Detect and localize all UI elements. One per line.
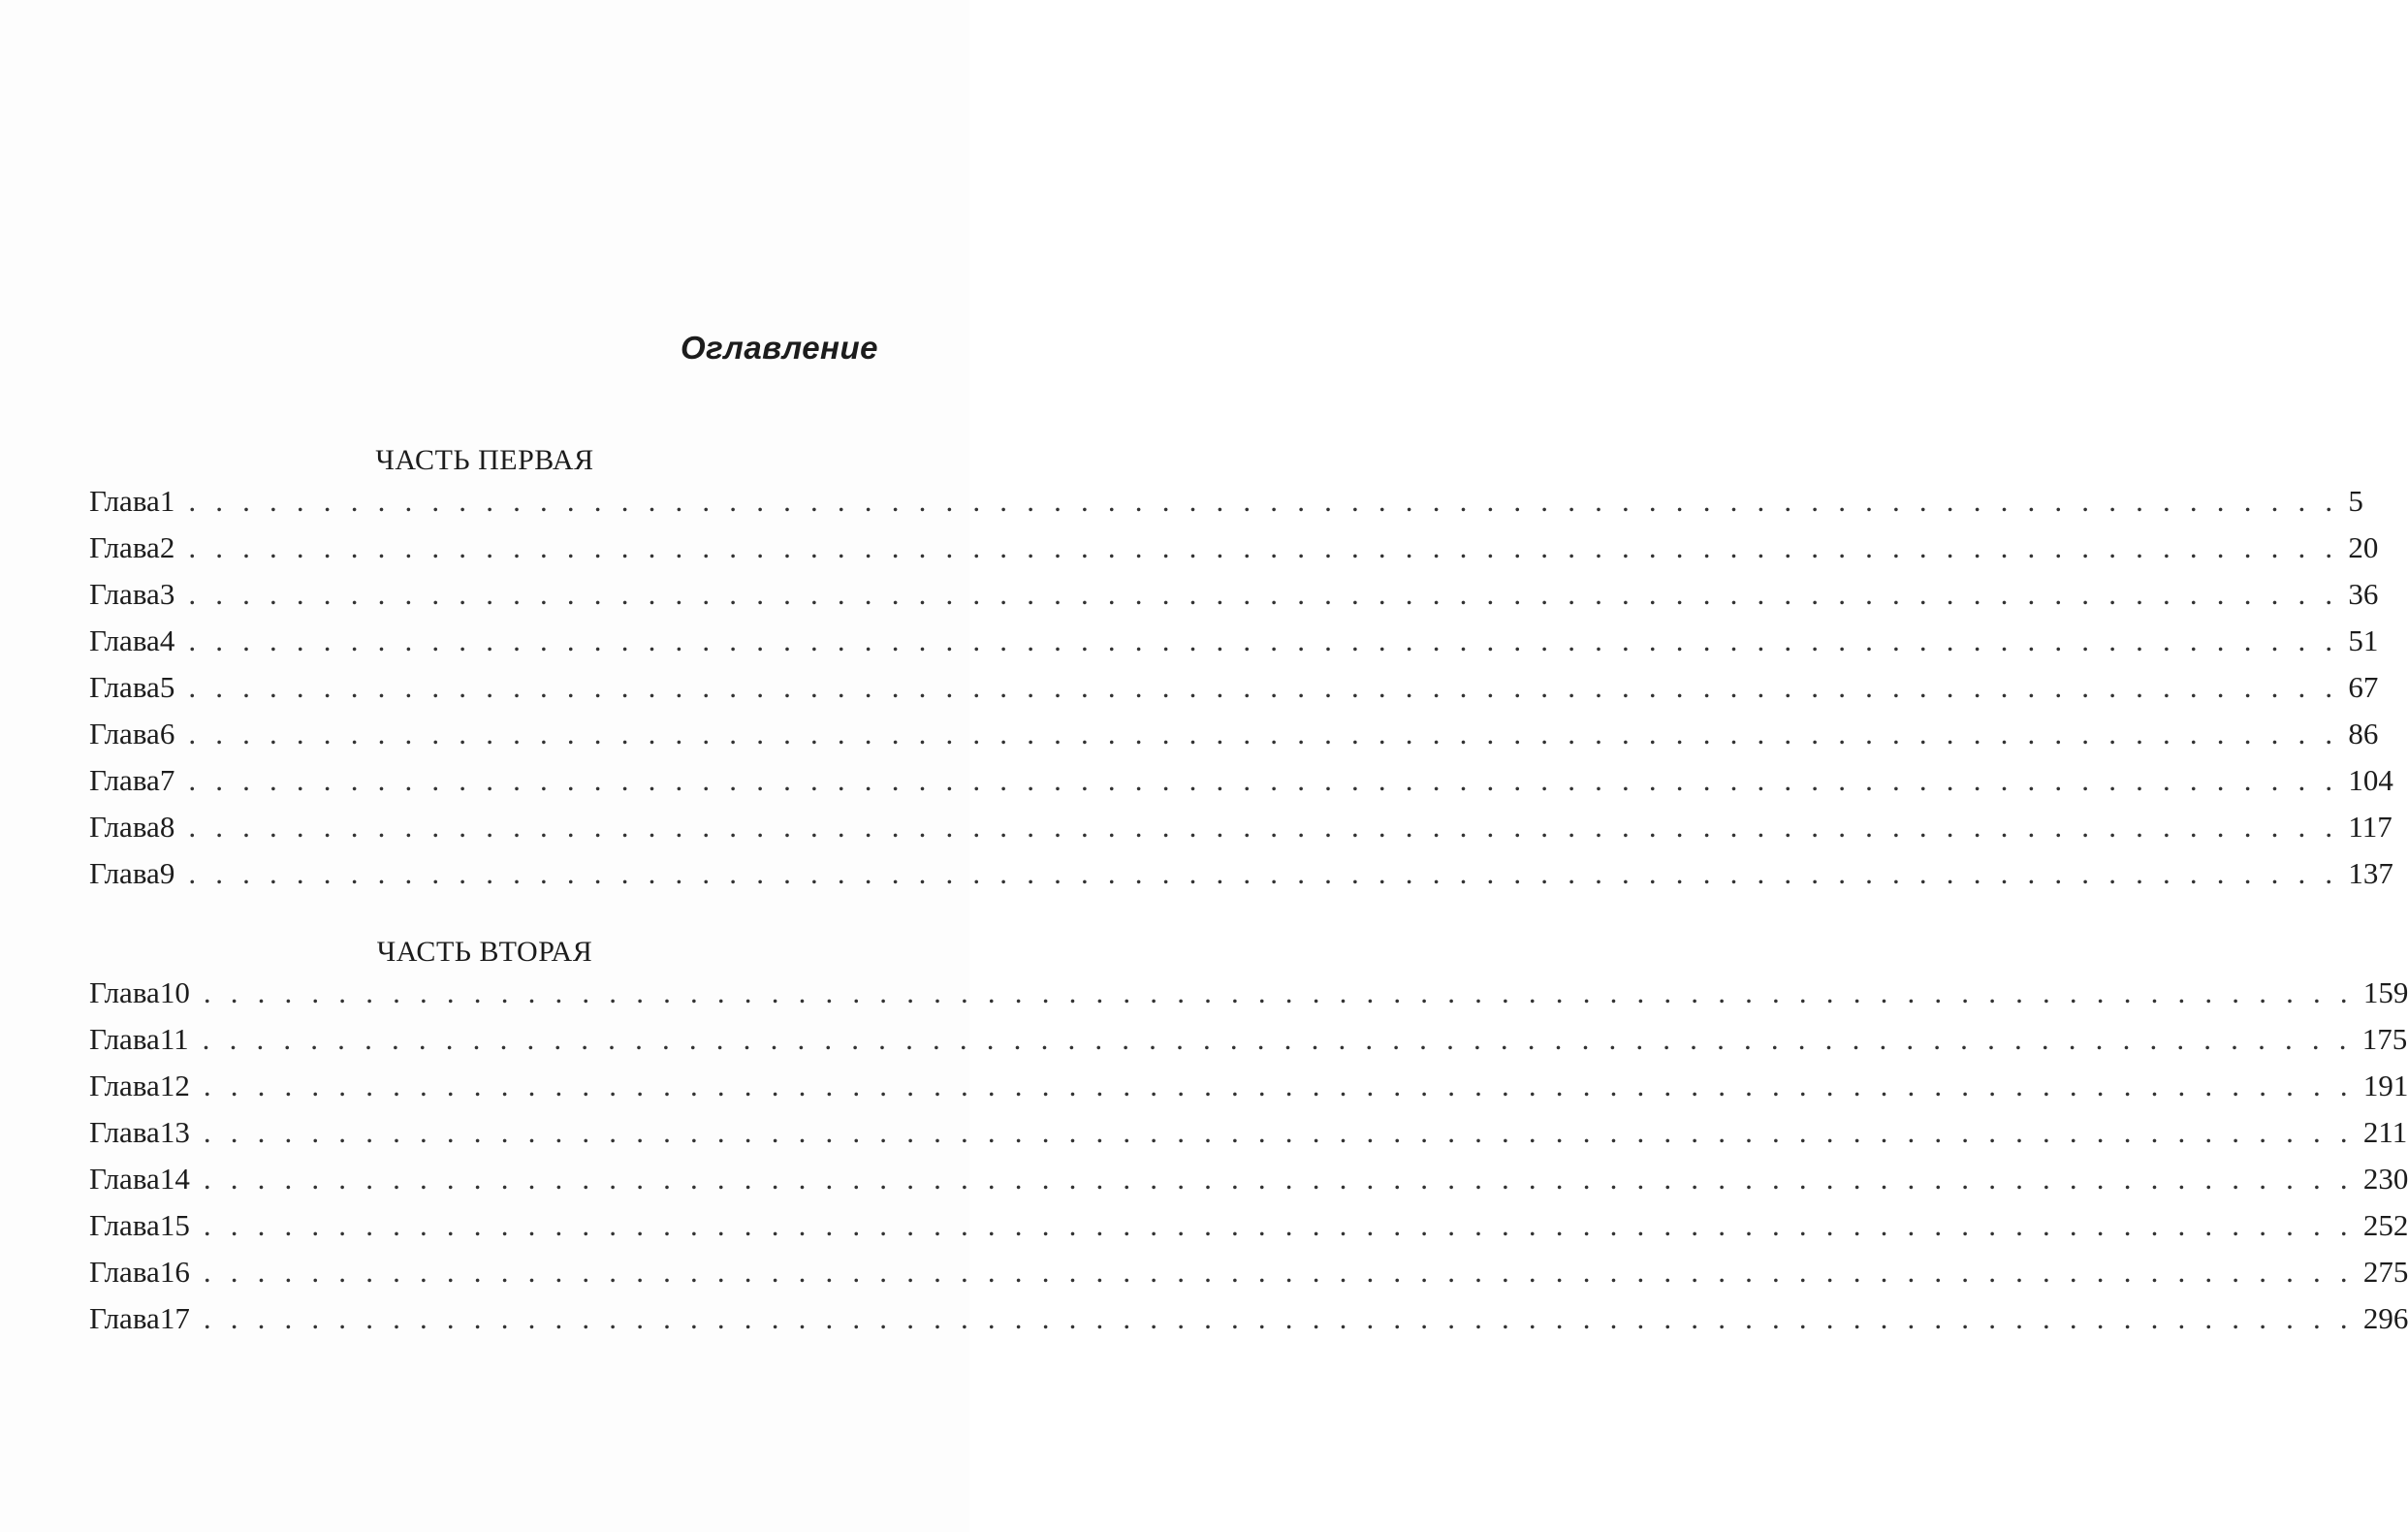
toc-entry <box>89 717 2379 763</box>
dot-leader: . . . . . . . . . . . . . . . . . . . . . . . . . . . . . . . . . . . . . . . . . . . . . . . . . . . . . . . . . . . . . . . . . . . . . . . . . . . . . . . . <box>188 810 2339 844</box>
chapter-label: Глава <box>89 810 160 844</box>
toc-entry <box>89 1208 2408 1255</box>
chapter-label: Глава <box>89 1115 160 1149</box>
chapter-label: Глава <box>89 1255 160 1289</box>
chapter-label: Глава <box>89 1069 160 1102</box>
dot-leader: . . . . . . . . . . . . . . . . . . . . . . . . . . . . . . . . . . . . . . . . . . . . . . . . . . . . . . . . . . . . . . . . . . . . . . . . . . . . . . . . <box>202 1022 2353 1056</box>
toc-list-part-1 <box>89 484 2393 903</box>
chapter-label: Глава <box>89 623 160 657</box>
dot-leader: . . . . . . . . . . . . . . . . . . . . . . . . . . . . . . . . . . . . . . . . . . . . . . . . . . . . . . . . . . . . . . . . . . . . . . . . . . . . . . . . <box>188 670 2339 704</box>
dot-leader: . . . . . . . . . . . . . . . . . . . . . . . . . . . . . . . . . . . . . . . . . . . . . . . . . . . . . . . . . . . . . . . . . . . . . . . . . . . . . . . . <box>188 577 2339 611</box>
dot-leader: . . . . . . . . . . . . . . . . . . . . . . . . . . . . . . . . . . . . . . . . . . . . . . . . . . . . . . . . . . . . . . . . . . . . . . . . . . . . . . . . <box>188 484 2339 518</box>
chapter-label: Глава <box>89 1162 160 1196</box>
dot-leader: . . . . . . . . . . . . . . . . . . . . . . . . . . . . . . . . . . . . . . . . . . . . . . . . . . . . . . . . . . . . . . . . . . . . . . . . . . . . . . . . <box>203 1301 2354 1335</box>
chapter-label: Глава <box>89 717 160 750</box>
dot-leader: . . . . . . . . . . . . . . . . . . . . . . . . . . . . . . . . . . . . . . . . . . . . . . . . . . . . . . . . . . . . . . . . . . . . . . . . . . . . . . . . <box>203 1208 2354 1242</box>
page-number: 175 <box>2361 1022 2408 1056</box>
toc-entry <box>89 1301 2408 1348</box>
page-number: 230 <box>2362 1162 2408 1196</box>
chapter-number: 10 <box>159 975 190 1009</box>
dot-leader: . . . . . . . . . . . . . . . . . . . . . . . . . . . . . . . . . . . . . . . . . . . . . . . . . . . . . . . . . . . . . . . . . . . . . . . . . . . . . . . . <box>188 623 2339 657</box>
chapter-number: 9 <box>159 856 175 890</box>
chapter-number: 12 <box>159 1069 190 1102</box>
chapter-number: 8 <box>159 810 175 844</box>
dot-leader: . . . . . . . . . . . . . . . . . . . . . . . . . . . . . . . . . . . . . . . . . . . . . . . . . . . . . . . . . . . . . . . . . . . . . . . . . . . . . . . . <box>203 1069 2354 1102</box>
toc-entry <box>89 856 2393 903</box>
toc-list-part-2 <box>89 975 2408 1348</box>
toc-entry <box>89 623 2379 670</box>
chapter-number: 11 <box>159 1022 189 1056</box>
page-number: 252 <box>2362 1208 2408 1242</box>
toc-entry <box>89 975 2408 1022</box>
toc-entry <box>89 1162 2408 1208</box>
toc-entry <box>89 1115 2408 1162</box>
toc-entry <box>89 1255 2408 1301</box>
chapter-number: 6 <box>159 717 175 750</box>
chapter-label: Глава <box>89 1208 160 1242</box>
page-title: Оглавление <box>681 330 878 366</box>
chapter-label: Глава <box>89 763 160 797</box>
toc-entry <box>89 810 2392 856</box>
chapter-number: 3 <box>159 577 175 611</box>
part-heading-2: ЧАСТЬ ВТОРАЯ <box>376 936 593 968</box>
chapter-number: 15 <box>159 1208 190 1242</box>
chapter-number: 5 <box>159 670 175 704</box>
chapter-label: Глава <box>89 670 160 704</box>
chapter-label: Глава <box>89 577 160 611</box>
toc-entry <box>89 1069 2408 1115</box>
page-number: 51 <box>2348 623 2379 657</box>
chapter-number: 17 <box>159 1301 190 1335</box>
dot-leader: . . . . . . . . . . . . . . . . . . . . . . . . . . . . . . . . . . . . . . . . . . . . . . . . . . . . . . . . . . . . . . . . . . . . . . . . . . . . . . . . <box>203 1255 2354 1289</box>
chapter-label: Глава <box>89 530 160 564</box>
chapter-label: Глава <box>89 975 160 1009</box>
page-number: 275 <box>2362 1255 2408 1289</box>
chapter-number: 16 <box>159 1255 190 1289</box>
toc-entry <box>89 670 2379 717</box>
dot-leader: . . . . . . . . . . . . . . . . . . . . . . . . . . . . . . . . . . . . . . . . . . . . . . . . . . . . . . . . . . . . . . . . . . . . . . . . . . . . . . . . <box>188 763 2339 797</box>
dot-leader: . . . . . . . . . . . . . . . . . . . . . . . . . . . . . . . . . . . . . . . . . . . . . . . . . . . . . . . . . . . . . . . . . . . . . . . . . . . . . . . . <box>188 717 2339 750</box>
toc-entry <box>89 763 2393 810</box>
page-number: 117 <box>2348 810 2392 844</box>
page-number: 137 <box>2348 856 2393 890</box>
chapter-label: Глава <box>89 1301 160 1335</box>
dot-leader: . . . . . . . . . . . . . . . . . . . . . . . . . . . . . . . . . . . . . . . . . . . . . . . . . . . . . . . . . . . . . . . . . . . . . . . . . . . . . . . . <box>188 856 2339 890</box>
dot-leader: . . . . . . . . . . . . . . . . . . . . . . . . . . . . . . . . . . . . . . . . . . . . . . . . . . . . . . . . . . . . . . . . . . . . . . . . . . . . . . . . <box>203 1115 2354 1149</box>
dot-leader: . . . . . . . . . . . . . . . . . . . . . . . . . . . . . . . . . . . . . . . . . . . . . . . . . . . . . . . . . . . . . . . . . . . . . . . . . . . . . . . . <box>203 975 2354 1009</box>
part-heading-1: ЧАСТЬ ПЕРВАЯ <box>375 444 594 476</box>
chapter-number: 2 <box>159 530 175 564</box>
page-number: 296 <box>2362 1301 2408 1335</box>
toc-entry <box>89 530 2379 577</box>
dot-leader: . . . . . . . . . . . . . . . . . . . . . . . . . . . . . . . . . . . . . . . . . . . . . . . . . . . . . . . . . . . . . . . . . . . . . . . . . . . . . . . . <box>188 530 2339 564</box>
toc-entry <box>89 1022 2408 1069</box>
chapter-label: Глава <box>89 484 160 518</box>
chapter-label: Глава <box>89 856 160 890</box>
page-number: 104 <box>2348 763 2393 797</box>
chapter-number: 7 <box>159 763 175 797</box>
chapter-number: 13 <box>159 1115 190 1149</box>
page-number: 20 <box>2348 530 2379 564</box>
chapter-number: 1 <box>159 484 175 518</box>
page-number: 159 <box>2362 975 2408 1009</box>
page-number: 5 <box>2348 484 2363 518</box>
page-number: 36 <box>2348 577 2379 611</box>
toc-entry <box>89 577 2379 623</box>
page-number: 191 <box>2362 1069 2408 1102</box>
chapter-number: 4 <box>159 623 175 657</box>
dot-leader: . . . . . . . . . . . . . . . . . . . . . . . . . . . . . . . . . . . . . . . . . . . . . . . . . . . . . . . . . . . . . . . . . . . . . . . . . . . . . . . . <box>203 1162 2354 1196</box>
page-number: 86 <box>2348 717 2379 750</box>
chapter-label: Глава <box>89 1022 160 1056</box>
chapter-number: 14 <box>159 1162 190 1196</box>
toc-entry <box>89 484 2363 530</box>
page-number: 211 <box>2362 1115 2408 1149</box>
page-number: 67 <box>2348 670 2379 704</box>
